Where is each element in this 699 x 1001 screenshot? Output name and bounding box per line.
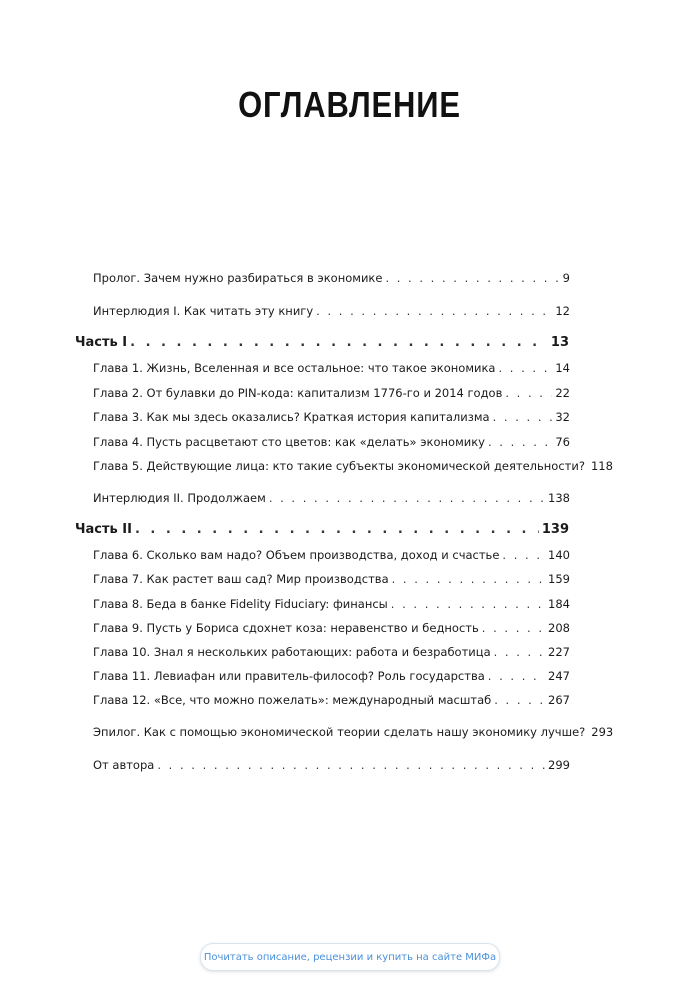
toc-label: Глава 11. Левиафан или правитель-философ? Роль государства bbox=[93, 669, 485, 683]
toc-page: 159 bbox=[548, 572, 570, 586]
toc-label: Глава 4. Пусть расцветают сто цветов: как «делать» экономику bbox=[93, 435, 485, 449]
toc-entry[interactable] bbox=[93, 692, 570, 708]
toc-entry[interactable] bbox=[93, 668, 570, 684]
toc-entry[interactable] bbox=[93, 458, 613, 474]
dot-leader bbox=[493, 409, 553, 425]
dot-leader bbox=[488, 434, 552, 450]
toc-page: 13 bbox=[550, 335, 569, 350]
toc-page: 14 bbox=[555, 361, 570, 375]
toc-page: 267 bbox=[548, 693, 570, 707]
dot-leader bbox=[502, 547, 545, 563]
toc-label: Глава 6. Сколько вам надо? Объем производства, доход и счастье bbox=[93, 548, 500, 562]
toc-label: Глава 1. Жизнь, Вселенная и все остальное: что такое экономика bbox=[93, 361, 496, 375]
dot-leader bbox=[494, 692, 545, 708]
toc-page: 293 bbox=[591, 725, 614, 739]
toc-entry[interactable] bbox=[93, 644, 570, 660]
buy-on-mif-link[interactable]: Почитать описание, рецензии и купить на сайте МИФа bbox=[200, 943, 500, 971]
toc-entry[interactable] bbox=[93, 490, 570, 506]
toc-label: Пролог. Зачем нужно разбираться в экономике bbox=[93, 271, 383, 285]
dot-leader bbox=[488, 668, 545, 684]
toc-page: 76 bbox=[555, 435, 570, 449]
toc-page: 138 bbox=[548, 491, 570, 505]
toc-label: Глава 9. Пусть у Бориса сдохнет коза: неравенство и бедность bbox=[93, 621, 479, 635]
toc-label: Глава 10. Знал я нескольких работающих: работа и безработица bbox=[93, 645, 491, 659]
toc-label: Эпилог. Как с помощью экономической теории сделать нашу экономику лучше? bbox=[93, 725, 586, 739]
dot-leader bbox=[498, 360, 552, 376]
dot-leader bbox=[269, 490, 545, 506]
toc-page: 118 bbox=[590, 459, 613, 473]
dot-leader bbox=[392, 571, 545, 587]
toc-label: Глава 8. Беда в банке Fidelity Fiduciary: финансы bbox=[93, 597, 388, 611]
toc-page: 32 bbox=[555, 410, 570, 424]
toc-label: Глава 2. От булавки до PIN-кода: капитализм 1776-го и 2014 годов bbox=[93, 386, 503, 400]
dot-leader bbox=[130, 335, 548, 351]
toc-part-entry[interactable] bbox=[75, 522, 569, 538]
toc-page: 140 bbox=[548, 548, 570, 562]
toc-entry[interactable] bbox=[93, 757, 570, 773]
toc-label: Часть II bbox=[75, 522, 132, 537]
toc-page: 247 bbox=[548, 669, 570, 683]
toc-entry[interactable] bbox=[93, 409, 570, 425]
dot-leader bbox=[505, 385, 552, 401]
toc-entry[interactable] bbox=[93, 547, 570, 563]
toc-label: Глава 7. Как растет ваш сад? Мир производства bbox=[93, 572, 389, 586]
toc-page: 208 bbox=[548, 621, 570, 635]
toc-label: Глава 12. «Все, что можно пожелать»: международный масштаб bbox=[93, 693, 492, 707]
toc-entry[interactable] bbox=[93, 596, 570, 612]
toc-entry[interactable] bbox=[93, 303, 570, 319]
toc-entry[interactable] bbox=[93, 434, 570, 450]
toc-label: Глава 5. Действующие лица: кто такие субъекты экономической деятельности? bbox=[93, 459, 585, 473]
toc-label: От автора bbox=[93, 758, 155, 772]
toc-label: Интерлюдия II. Продолжаем bbox=[93, 491, 266, 505]
toc-entry[interactable] bbox=[93, 620, 570, 636]
toc-page: 9 bbox=[562, 271, 570, 285]
page-title: ОГЛАВЛЕНИЕ bbox=[238, 84, 461, 125]
toc-page: 299 bbox=[548, 758, 570, 772]
toc-entry[interactable] bbox=[93, 385, 570, 401]
dot-leader bbox=[157, 757, 545, 773]
dot-leader bbox=[135, 522, 539, 538]
toc-label: Интерлюдия I. Как читать эту книгу bbox=[93, 304, 314, 318]
dot-leader bbox=[391, 596, 545, 612]
toc-page: 184 bbox=[548, 597, 570, 611]
dot-leader bbox=[482, 620, 545, 636]
toc-page: 139 bbox=[541, 522, 569, 537]
toc-page: 22 bbox=[555, 386, 570, 400]
toc-label: Глава 3. Как мы здесь оказались? Краткая история капитализма bbox=[93, 410, 490, 424]
toc-entry[interactable] bbox=[93, 724, 614, 740]
toc-entry[interactable] bbox=[93, 360, 570, 376]
toc-entry[interactable] bbox=[93, 270, 570, 286]
toc-part-entry[interactable] bbox=[75, 335, 569, 351]
dot-leader bbox=[494, 644, 545, 660]
dot-leader bbox=[316, 303, 552, 319]
toc-entry[interactable] bbox=[93, 571, 570, 587]
toc-page: 12 bbox=[555, 304, 570, 318]
toc-page: 227 bbox=[548, 645, 570, 659]
toc-label: Часть I bbox=[75, 335, 128, 350]
dot-leader bbox=[385, 270, 559, 286]
